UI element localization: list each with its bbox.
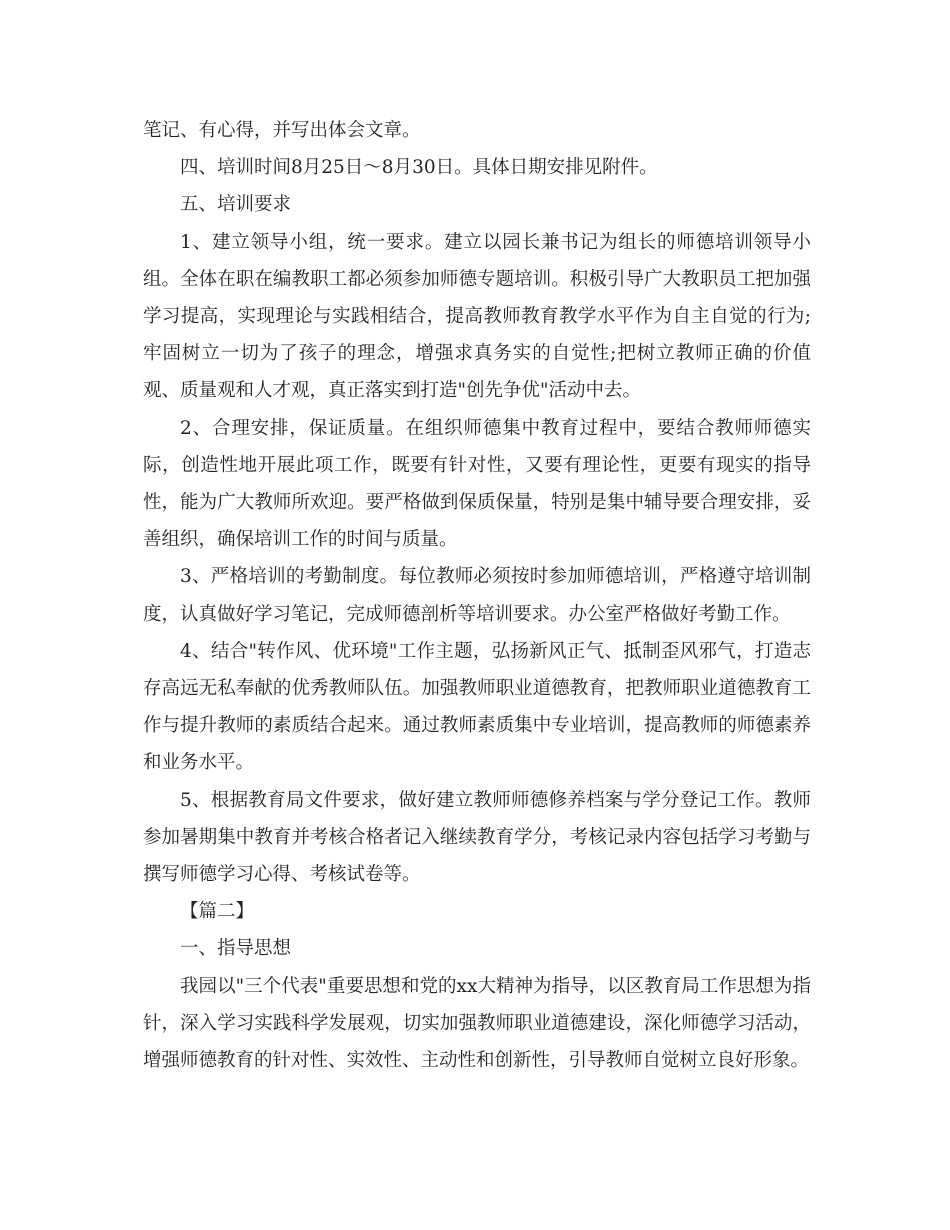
paragraph-continuation: 笔记、有心得，并写出体会文章。 xyxy=(143,120,421,141)
paragraph-requirement-1: 1、建立领导小组，统一要求。建立以园长兼书记为组长的师德培训领导小组。全体在职在编教职工都必须参加师德专题培训。积极引导广大教职员工把加强学习提高，实现理论与实践相结合，提高教师教育教学水平作为自主自觉的行为;牢固树立一切为了孩子的理念，增强求真务实的自觉性;把树立教师正确的价值观、质量观和人才观，真正落实到打造"创先争优"活动中去。 xyxy=(143,231,811,402)
document-body xyxy=(143,112,811,1079)
heading-training-requirements: 五、培训要求 xyxy=(180,194,292,216)
paragraph-training-time: 四、培训时间8月25日～8月30日。具体日期安排见附件。 xyxy=(180,157,658,179)
paragraph-requirement-2: 2、合理安排，保证质量。在组织师德集中教育过程中，要结合教师师德实际，创造性地开展此项工作，既要有针对性，又要有理论性，更要有现实的指导性，能为广大教师所欢迎。要严格做到保质保量，特别是集中辅导要合理安排，妥善组织，确保培训工作的时间与质量。 xyxy=(143,417,811,551)
paragraph-guiding-ideology: 我园以"三个代表"重要思想和党的xx大精神为指导，以区教育局工作思想为指针，深入学习实践科学发展观，切实加强教师职业道德建设，深化师德学习活动，增强师德教育的针对性、实效性、主动性和创新性，引导教师自觉树立良好形象。 xyxy=(143,975,811,1072)
heading-guiding-ideology: 一、指导思想 xyxy=(180,938,292,960)
section-heading-part-two: 【篇二】 xyxy=(180,901,255,923)
paragraph-requirement-3: 3、严格培训的考勤制度。每位教师必须按时参加师德培训，严格遵守培训制度，认真做好学习笔记，完成师德剖析等培训要求。办公室严格做好考勤工作。 xyxy=(143,566,811,625)
paragraph-requirement-5: 5、根据教育局文件要求，做好建立教师师德修养档案与学分登记工作。教师参加暑期集中教育并考核合格者记入继续教育学分，考核记录内容包括学习考勤与撰写师德学习心得、考核试卷等。 xyxy=(143,789,811,886)
paragraph-requirement-4: 4、结合"转作风、优环境"工作主题，弘扬新风正气、抵制歪风邪气，打造志存高远无私奉献的优秀教师队伍。加强教师职业道德教育，把教师职业道德教育工作与提升教师的素质结合起来。通过教师素质集中专业培训，提高教师的师德素养和业务水平。 xyxy=(143,640,811,774)
